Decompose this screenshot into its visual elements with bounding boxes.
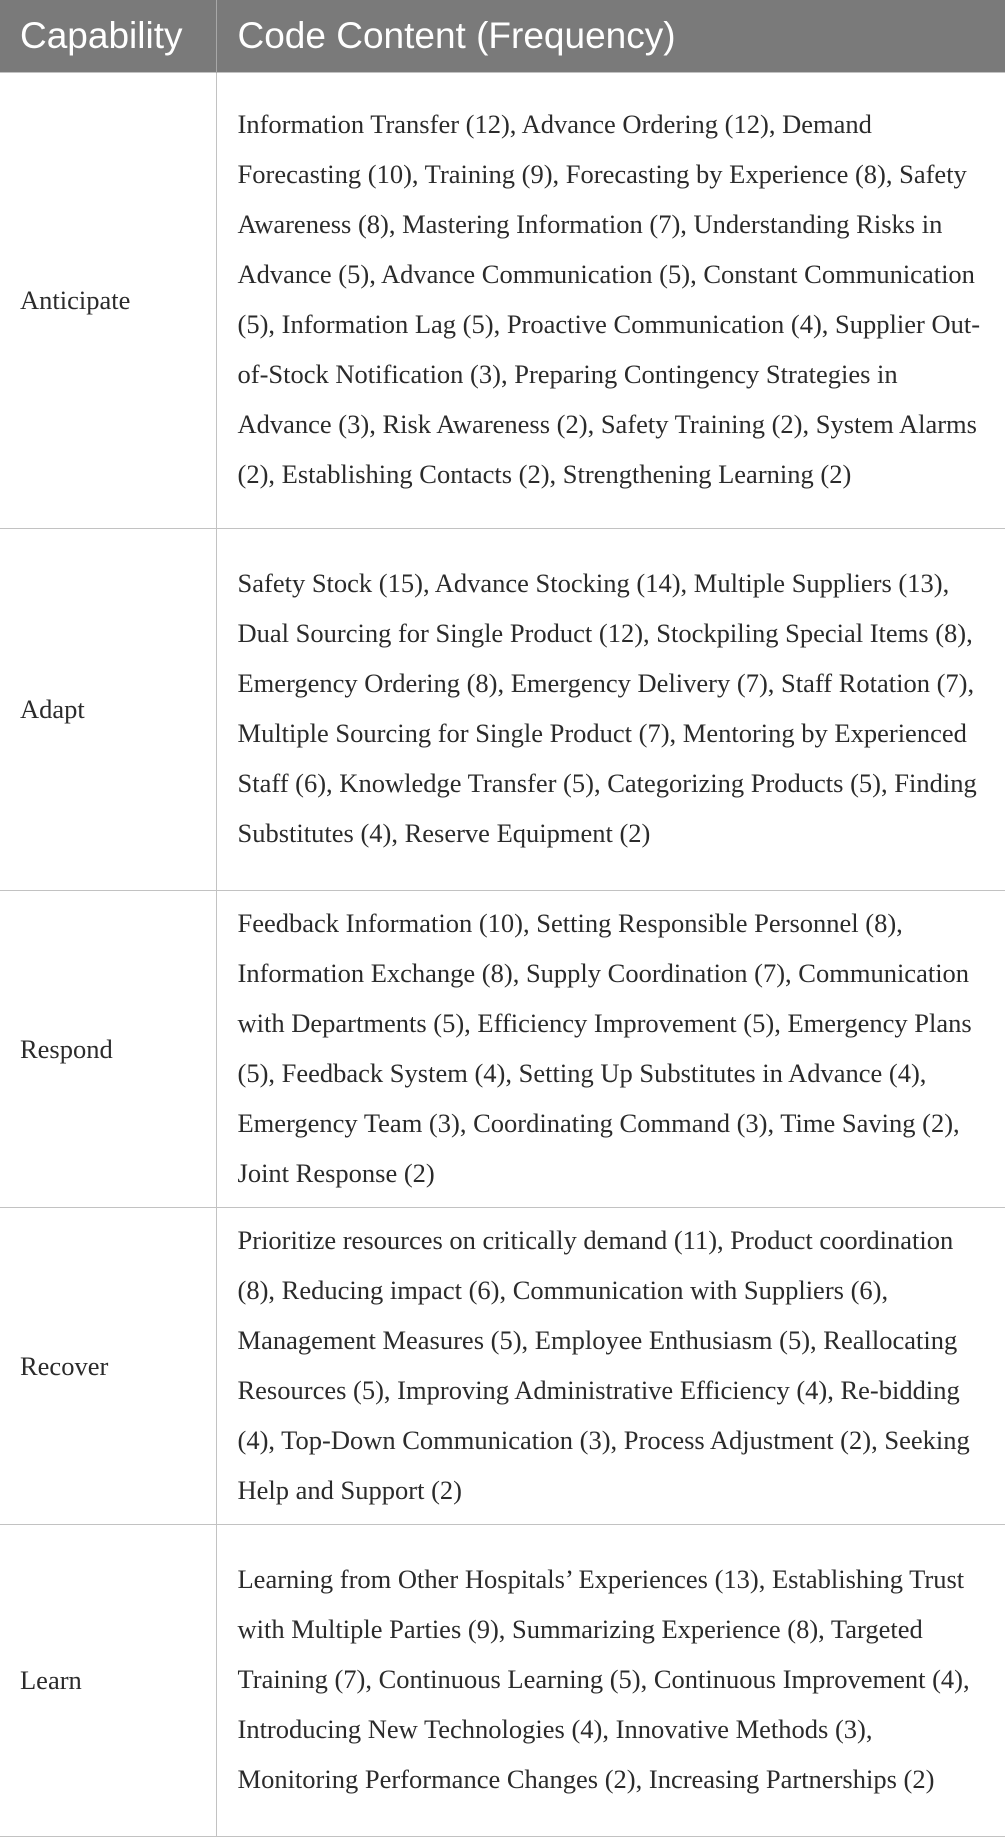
header-code-content: Code Content (Frequency) bbox=[216, 0, 1005, 72]
code-content-cell: Learning from Other Hospitals’ Experiences (13), Establishing Trust with Multiple Parties (9), Summarizing Experience (8), Targeted Training (7), Continuous Learning (5), Continuous Improvement (4), Introducing New Technologies (4), Innovative Methods (3), Monitoring Performance Changes (2), Increasing Partnerships (2) bbox=[216, 1524, 1005, 1836]
header-row bbox=[0, 0, 1005, 72]
code-content-cell: Feedback Information (10), Setting Responsible Personnel (8), Information Exchange (8), Supply Coordination (7), Communication with Departments (5), Efficiency Improvement (5), Emergency Plans (5), Feedback System (4), Setting Up Substitutes in Advance (4), Emergency Team (3), Coordinating Command (3), Time Saving (2), Joint Response (2) bbox=[216, 890, 1005, 1207]
table-row-learn bbox=[0, 1524, 1005, 1836]
capability-cell: Anticipate bbox=[0, 72, 216, 528]
capability-cell: Adapt bbox=[0, 528, 216, 890]
code-content-cell: Safety Stock (15), Advance Stocking (14), Multiple Suppliers (13), Dual Sourcing for Single Product (12), Stockpiling Special Items (8), Emergency Ordering (8), Emergency Delivery (7), Staff Rotation (7), Multiple Sourcing for Single Product (7), Mentoring by Experienced Staff (6), Knowledge Transfer (5), Categorizing Products (5), Finding Substitutes (4), Reserve Equipment (2) bbox=[216, 528, 1005, 890]
table-body bbox=[0, 72, 1005, 1836]
table-row-adapt bbox=[0, 528, 1005, 890]
code-content-cell: Information Transfer (12), Advance Ordering (12), Demand Forecasting (10), Training (9), Forecasting by Experience (8), Safety Awareness (8), Mastering Information (7), Understanding Risks in Advance (5), Advance Communication (5), Constant Communication (5), Information Lag (5), Proactive Communication (4), Supplier Out-of-Stock Notification (3), Preparing Contingency Strategies in Advance (3), Risk Awareness (2), Safety Training (2), System Alarms (2), Establishing Contacts (2), Strengthening Learning (2) bbox=[216, 72, 1005, 528]
header-capability: Capability bbox=[0, 0, 216, 72]
table-header bbox=[0, 0, 1005, 72]
table-row-recover bbox=[0, 1207, 1005, 1524]
capability-cell: Recover bbox=[0, 1207, 216, 1524]
capability-cell: Respond bbox=[0, 890, 216, 1207]
table-row-respond bbox=[0, 890, 1005, 1207]
code-content-cell: Prioritize resources on critically demand (11), Product coordination (8), Reducing impact (6), Communication with Suppliers (6), Management Measures (5), Employee Enthusiasm (5), Reallocating Resources (5), Improving Administrative Efficiency (4), Re-bidding (4), Top-Down Communication (3), Process Adjustment (2), Seeking Help and Support (2) bbox=[216, 1207, 1005, 1524]
capability-cell: Learn bbox=[0, 1524, 216, 1836]
table-row-anticipate bbox=[0, 72, 1005, 528]
